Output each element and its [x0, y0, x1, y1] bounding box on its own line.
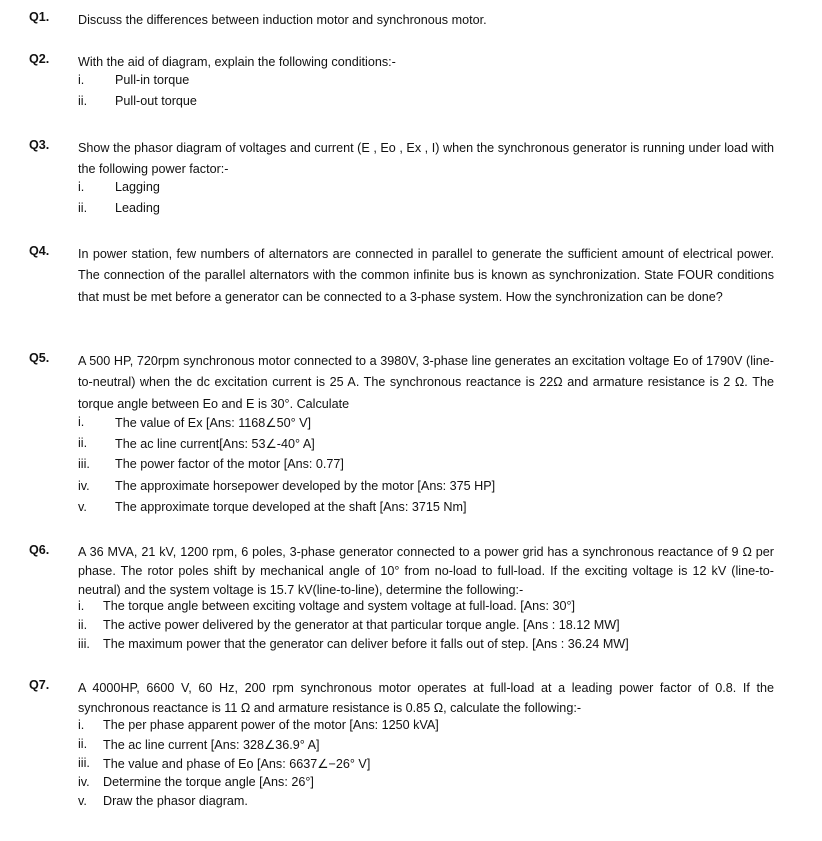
list-item [78, 775, 774, 794]
question-1 [0, 10, 822, 32]
item-numeral: i. [78, 180, 85, 194]
question-number: Q3. [29, 138, 50, 152]
item-numeral: i. [78, 599, 85, 614]
item-numeral: ii. [78, 94, 88, 108]
item-numeral: iv. [78, 478, 90, 493]
question-text: With the aid of diagram, explain the following conditions:- [78, 55, 396, 69]
item-text: The maximum power that the generator can deliver before it falls out of step. [Ans : 36.24 MW] [103, 636, 629, 651]
item-text: Leading [115, 201, 160, 215]
question-number: Q4. [29, 244, 50, 258]
item-text: The approximate torque developed at the shaft [Ans: 3715 Nm] [115, 500, 467, 515]
list-item [78, 436, 774, 457]
item-numeral: ii. [78, 737, 88, 751]
list-item [78, 756, 774, 775]
list-item [78, 737, 774, 756]
question-number: Q5. [29, 351, 50, 365]
item-text: The approximate horsepower developed by the motor [Ans: 375 HP] [115, 478, 496, 493]
question-7 [0, 678, 822, 818]
item-numeral: v. [78, 794, 87, 808]
item-numeral: ii. [78, 436, 88, 451]
item-numeral: iii. [78, 636, 90, 651]
list-item [78, 479, 774, 500]
item-text: The ac line current [Ans: 328∠36.9° A] [103, 738, 320, 752]
item-text: Pull-in torque [115, 73, 190, 87]
item-numeral: v. [78, 500, 87, 515]
item-numeral: i. [78, 414, 85, 429]
list-item [78, 718, 774, 737]
question-4 [0, 244, 822, 332]
item-text: The ac line current[Ans: 53∠-40° A] [115, 437, 315, 452]
item-text: Pull-out torque [115, 94, 197, 108]
item-numeral: i. [78, 718, 85, 732]
item-text: The torque angle between exciting voltage and system voltage at full-load. [Ans: 30°] [103, 599, 575, 614]
item-text: Lagging [115, 180, 160, 194]
question-text: Show the phasor diagram of voltages and current (E , Eo , Ex , I) when the synchronous generator is running under load with the following power factor:- [78, 141, 774, 176]
question-number: Q2. [29, 52, 50, 66]
question-text: Discuss the differences between induction motor and synchronous motor. [78, 13, 487, 27]
list-item [78, 618, 774, 637]
item-text: Draw the phasor diagram. [103, 794, 248, 808]
question-2 [0, 52, 822, 118]
question-number: Q1. [29, 10, 50, 24]
item-numeral: iii. [78, 756, 90, 770]
list-item [78, 794, 774, 813]
list-item [78, 457, 774, 478]
list-item [78, 94, 774, 115]
question-number: Q6. [29, 543, 50, 557]
list-item [78, 599, 774, 618]
item-numeral: i. [78, 73, 85, 87]
list-item [78, 201, 774, 222]
question-text: A 500 HP, 720rpm synchronous motor connected to a 3980V, 3-phase line generates an excitation voltage Eo of 1790V (line-to-neutral) when the dc excitation current is 25 A. The synchronous reactance is 22Ω and armature resistance is 2 Ω. The torque angle between Eo and E is 30°. Calculate [78, 354, 774, 411]
item-numeral: iv. [78, 775, 90, 789]
list-item [78, 180, 774, 201]
list-item [78, 415, 774, 436]
item-numeral: ii. [78, 618, 88, 633]
list-item [78, 637, 774, 656]
question-6 [0, 543, 822, 657]
item-text: The active power delivered by the generator at that particular torque angle. [Ans : 18.12 MW] [103, 618, 620, 633]
item-text: The power factor of the motor [Ans: 0.77] [115, 457, 344, 472]
question-text: A 4000HP, 6600 V, 60 Hz, 200 rpm synchronous motor operates at full-load at a leading power factor of 0.8. If the synchronous reactance is 11 Ω and armature resistance is 0.85 Ω, calculate the following:- [78, 681, 774, 715]
item-text: Determine the torque angle [Ans: 26°] [103, 775, 314, 789]
question-number: Q7. [29, 678, 50, 692]
item-numeral: iii. [78, 457, 90, 472]
item-text: The value of Ex [Ans: 1168∠50° V] [115, 415, 312, 430]
item-text: The per phase apparent power of the motor [Ans: 1250 kVA] [103, 718, 439, 732]
question-text: In power station, few numbers of alternators are connected in parallel to generate the sufficient amount of electrical power. The connection of the parallel alternators with the common infinite bus is known as synchronization. State FOUR conditions that must be met before a generator can be connected to a 3-phase system. How the synchronization can be done? [78, 247, 774, 304]
question-3 [0, 138, 822, 226]
item-text: The value and phase of Eo [Ans: 6637∠−26° V] [103, 757, 371, 771]
list-item [78, 500, 774, 521]
question-5 [0, 351, 822, 523]
question-text: A 36 MVA, 21 kV, 1200 rpm, 6 poles, 3-phase generator connected to a power grid has a synchronous reactance of 9 Ω per phase. The rotor poles shift by mechanical angle of 10° from no-load to full-load. If the exciting voltage is 12 kV (line-to-neutral) and the system voltage is 15.7 kV(line-to-line), determine the following:- [78, 545, 774, 597]
list-item [78, 73, 774, 94]
item-numeral: ii. [78, 201, 88, 215]
